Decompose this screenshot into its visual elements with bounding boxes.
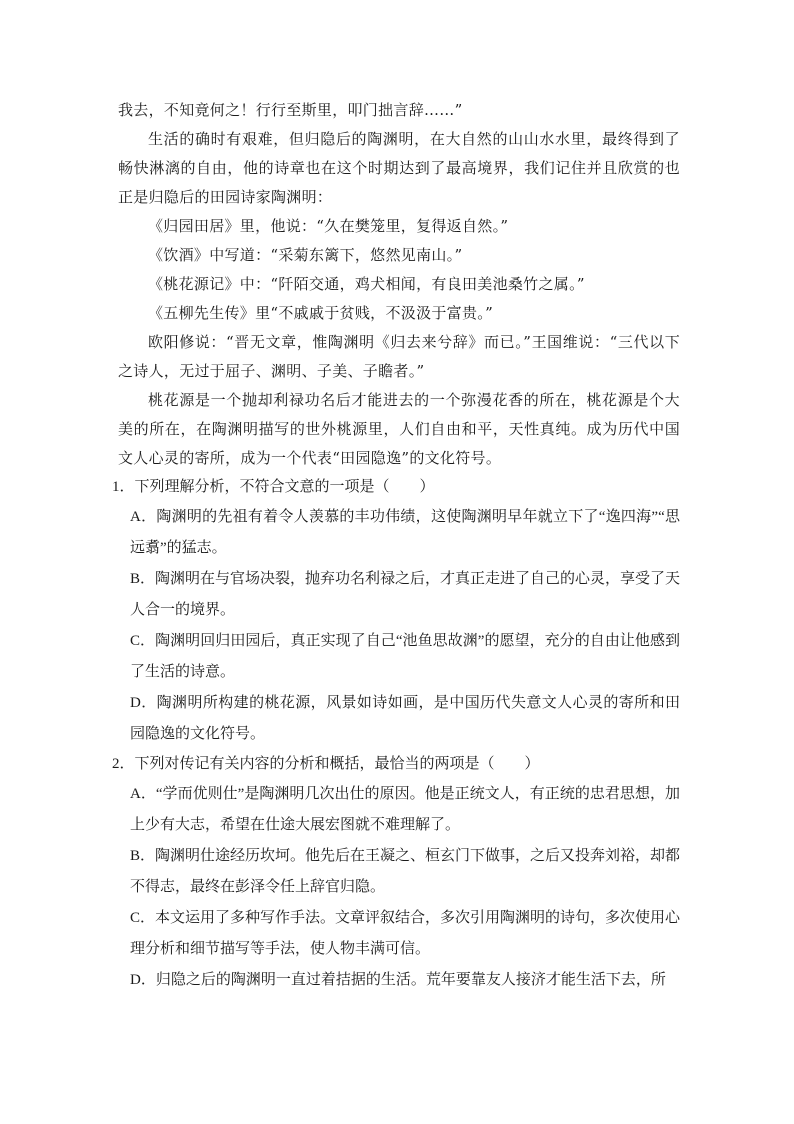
question-stem: 1．下列理解分析，不符合文意的一项是（ ） [112,479,435,495]
question-1 [112,473,680,750]
answer-option-a: A．“学而优则仕”是陶渊明几次出仕的原因。他是正统文人，有正统的忠君思想，加上少有大志，希望在仕途大展宏图就不难理解了。 [130,786,680,833]
quoted-verse: 《桃花源记》中：“阡陌交通，鸡犬相闻，有良田美池桑竹之属。” [148,275,585,293]
answer-option-c: C．陶渊明回归田园后，真正实现了自己“池鱼思故渊”的愿望，充分的自由让他感到了生活的诗意。 [130,633,680,680]
answer-option-a: A．陶渊明的先祖有着令人羡慕的丰功伟绩，这使陶渊明早年就立下了“逸四海”“思远翥”的猛志。 [130,509,680,556]
quoted-verse: 《饮酒》中写道：“采菊东篱下，悠然见南山。” [148,246,463,264]
answer-option-b: B．陶渊明仕途经历坎坷。他先后在王凝之、桓玄门下做事，之后又投奔刘裕，却都不得志，最终在彭泽令任上辞官归隐。 [130,848,681,895]
passage-paragraph: 生活的确时有艰难，但归隐后的陶渊明，在大自然的山山水水里，最终得到了畅快淋漓的自由，他的诗章也在这个时期达到了最高境界，我们记住并且欣赏的也正是归隐后的田园诗家陶渊明： [118,130,680,206]
passage-paragraph: 桃花源是一个抛却利禄功名后才能进去的一个弥漫花香的所在，桃花源是个大美的所在，在陶渊明描写的世外桃源里，人们自由和平，天性真纯。成为历代中国文人心灵的寄所，成为一个代表“田园隐逸”的文化符号。 [118,391,680,467]
passage-paragraph: 我去，不知竟何之！行行至斯里，叩门拙言辞……” [118,101,463,119]
quoted-verse: 《五柳先生传》里“不戚戚于贫贱，不汲汲于富贵。” [148,304,494,322]
question-stem: 2．下列对传记有关内容的分析和概括，最恰当的两项是（ ） [112,756,540,772]
question-2 [112,750,680,996]
answer-option-d: D．归隐之后的陶渊明一直过着拮据的生活。荒年要靠友人接济才能生活下去，所 [130,972,666,988]
answer-option-d: D．陶渊明所构建的桃花源，风景如诗如画，是中国历代失意文人心灵的寄所和田园隐逸的文化符号。 [130,695,680,742]
answer-option-c: C．本文运用了多种写作手法。文章评叙结合，多次引用陶渊明的诗句，多次使用心理分析和细节描写等手法，使人物丰满可信。 [130,910,681,957]
document-body [112,96,681,996]
answer-option-b: B．陶渊明在与官场决裂，抛弃功名利禄之后，才真正走进了自己的心灵，享受了天人合一的境界。 [130,571,681,618]
quoted-verse: 《归园田居》里，他说：“久在樊笼里，复得返自然。” [148,217,509,235]
passage-paragraph: 欧阳修说：“晋无文章，惟陶渊明《归去来兮辞》而已。”王国维说：“三代以下之诗人，无过于屈子、渊明、子美、子瞻者。” [118,333,680,380]
